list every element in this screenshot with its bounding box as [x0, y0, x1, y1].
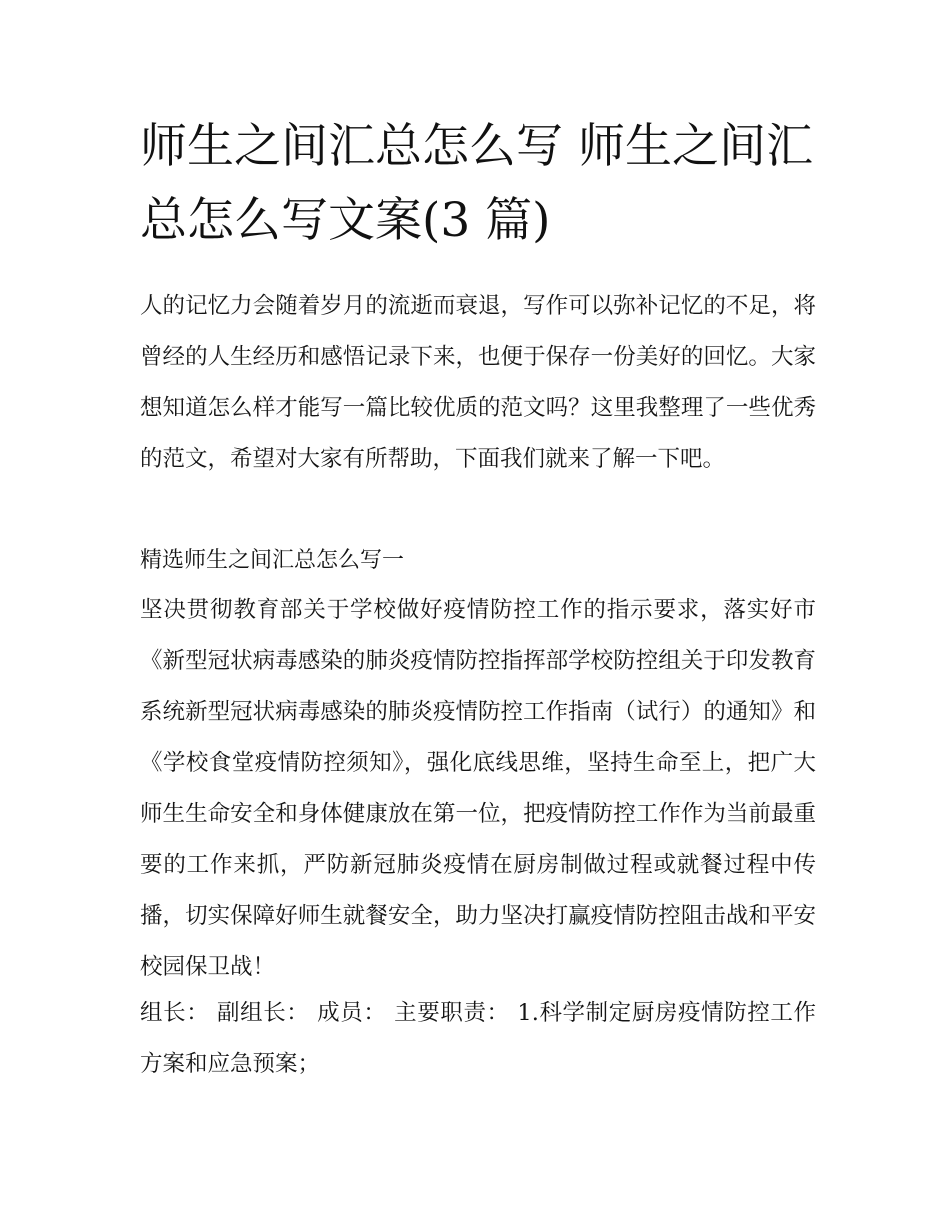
section-paragraph: 坚决贯彻教育部关于学校做好疫情防控工作的指示要求，落实好市《新型冠状病毒感染的肺炎疫情防控指挥部学校防控组关于印发教育系统新型冠状病毒感染的肺炎疫情防控工作指南（试行）的通知》和《学校食堂疫情防控须知》，强化底线思维，坚持生命至上，把广大师生生命安全和身体健康放在第一位，把疫情防控工作作为当前最重要的工作来抓，严防新冠肺炎疫情在厨房制做过程或就餐过程中传播，切实保障好师生就餐安全，助力坚决打赢疫情防控阻击战和平安校园保卫战！: [140, 597, 816, 980]
page-title: 师生之间汇总怎么写 师生之间汇总怎么写文案(3 篇): [140, 119, 813, 248]
section-heading: 精选师生之间汇总怎么写一: [140, 548, 405, 573]
roles-paragraph: 组长： 副组长： 成员： 主要职责： 1.科学制定厨房疫情防控工作方案和应急预案；: [140, 1000, 816, 1077]
intro-paragraph: 人的记忆力会随着岁月的流逝而衰退，写作可以弥补记忆的不足，将曾经的人生经历和感悟记录下来，也便于保存一份美好的回忆。大家想知道怎么样才能写一篇比较优质的范文吗？这里我整理了一些优秀的范文，希望对大家有所帮助，下面我们就来了解一下吧。: [140, 293, 816, 472]
